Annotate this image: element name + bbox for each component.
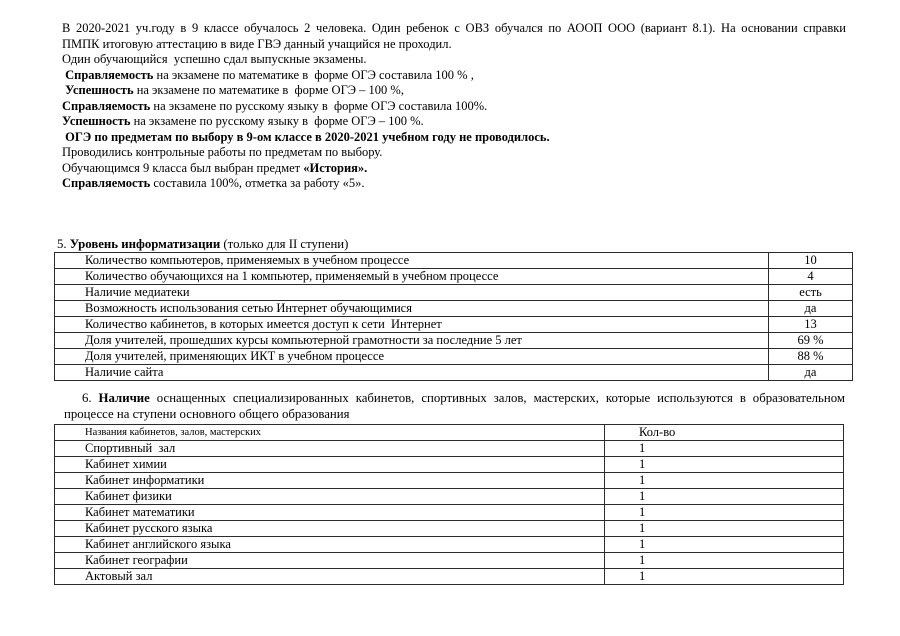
- metric-name: Успешность: [62, 114, 131, 128]
- table-row: [55, 505, 844, 521]
- intro-line-6: [62, 99, 846, 115]
- text-run: В 2020-2021 уч.году в 9 классе обучалось 2 человека. Один ребенок с ОВЗ обучался по АООП ООО (вариант 8.1). На основании справки: [62, 21, 846, 35]
- table-row: [55, 569, 844, 585]
- table-row: [55, 285, 853, 301]
- row-label-cell: Наличие сайта: [55, 365, 769, 381]
- table-row: [55, 537, 844, 553]
- metric-name: Справляемость: [62, 98, 151, 113]
- row-label-cell: Возможность использования сетью Интернет обучающимися: [55, 301, 769, 317]
- section-5-heading: [57, 236, 348, 252]
- section-6-line-1: [64, 390, 845, 406]
- row-value-cell: 88 %: [769, 349, 853, 365]
- text-run: на экзамене по русскому языку в форме ОГЭ составила 100%.: [150, 98, 488, 113]
- row-value-cell: 1: [605, 537, 844, 553]
- row-value-cell: да: [769, 301, 853, 317]
- table-row: [55, 473, 844, 489]
- metric-name: Успешность: [62, 83, 134, 97]
- intro-line-5: [62, 83, 846, 99]
- row-label-cell: Кабинет информатики: [55, 473, 605, 489]
- row-label-cell: Доля учителей, прошедших курсы компьютерной грамотности за последние 5 лет: [55, 333, 769, 349]
- table-row: [55, 489, 844, 505]
- column-header: Кол-во: [605, 425, 844, 441]
- text-run: процессе на ступени основного общего образования: [64, 407, 350, 421]
- table-row: [55, 553, 844, 569]
- text-run: на экзамене по русскому языку в форме ОГЭ – 100 %.: [130, 114, 424, 128]
- row-value-cell: да: [769, 365, 853, 381]
- row-value-cell: 1: [605, 521, 844, 537]
- section-title-suffix: (только для II ступени): [220, 237, 349, 251]
- row-value-cell: 1: [605, 553, 844, 569]
- text-run: Обучающимся 9 класса был выбран предмет: [62, 160, 304, 175]
- table-row: [55, 333, 853, 349]
- intro-line-10: [62, 161, 846, 177]
- row-label-cell: Кабинет географии: [55, 553, 605, 569]
- row-value-cell: есть: [769, 285, 853, 301]
- row-value-cell: 1: [605, 457, 844, 473]
- text-run: на экзамене по математике в форме ОГЭ – 100 %,: [133, 83, 404, 97]
- informatization-table: [54, 252, 853, 381]
- row-value-cell: 1: [605, 473, 844, 489]
- row-value-cell: 10: [769, 253, 853, 269]
- row-label-cell: Кабинет математики: [55, 505, 605, 521]
- row-value-cell: 4: [769, 269, 853, 285]
- row-label-cell: Количество обучающихся на 1 компьютер, применяемый в учебном процессе: [55, 269, 769, 285]
- row-value-cell: 1: [605, 505, 844, 521]
- intro-line-8: [62, 130, 846, 146]
- table-row: [55, 349, 853, 365]
- intro-line-7: [62, 114, 846, 130]
- row-value-cell: 1: [605, 441, 844, 457]
- row-label-cell: Спортивный зал: [55, 441, 605, 457]
- section-number: 6.: [82, 391, 99, 405]
- row-label-cell: Кабинет английского языка: [55, 537, 605, 553]
- table-row: [55, 521, 844, 537]
- intro-paragraph: [62, 21, 846, 192]
- intro-line-2: [62, 37, 846, 53]
- intro-line-3: [62, 52, 846, 68]
- column-header: Названия кабинетов, залов, мастерских: [55, 425, 605, 441]
- section-title: Уровень информатизации: [69, 237, 221, 251]
- table-row: [55, 365, 853, 381]
- table-row: [55, 457, 844, 473]
- intro-line-9: [62, 145, 846, 161]
- metric-name: Справляемость: [62, 67, 154, 82]
- row-label-cell: Количество компьютеров, применяемых в учебном процессе: [55, 253, 769, 269]
- text-run: оснащенных специализированных кабинетов, спортивных залов, мастерских, которые используются в образовательном: [149, 391, 845, 405]
- intro-line-4: [62, 68, 846, 84]
- row-label-cell: Кабинет химии: [55, 457, 605, 473]
- text-run: Проводились контрольные работы по предметам по выбору.: [62, 145, 383, 159]
- table-row: [55, 317, 853, 333]
- intro-line-11: [62, 176, 846, 192]
- text-run: ПМПК итоговую аттестацию в виде ГВЭ данный учащийся не проходил.: [62, 36, 452, 51]
- row-label-cell: Количество кабинетов, в которых имеется доступ к сети Интернет: [55, 317, 769, 333]
- intro-line-1: [62, 21, 846, 37]
- table-row: [55, 301, 853, 317]
- row-label-cell: Наличие медиатеки: [55, 285, 769, 301]
- row-label-cell: Доля учителей, применяющих ИКТ в учебном процессе: [55, 349, 769, 365]
- subject-name: «История».: [303, 160, 368, 175]
- section-6-heading: [64, 390, 845, 422]
- table-row: [55, 253, 853, 269]
- row-value-cell: 1: [605, 569, 844, 585]
- section-title: Наличие: [98, 391, 150, 405]
- row-value-cell: 13: [769, 317, 853, 333]
- text-run: Один обучающийся успешно сдал выпускные экзамены.: [62, 52, 367, 66]
- rooms-table: [54, 424, 844, 585]
- metric-name: Справляемость: [62, 176, 151, 190]
- row-value-cell: 69 %: [769, 333, 853, 349]
- table-header-row: [55, 425, 844, 441]
- section-6-line-2: [64, 406, 845, 422]
- row-value-cell: 1: [605, 489, 844, 505]
- text-run: составила 100%, отметка за работу «5».: [150, 176, 365, 190]
- table-row: [55, 441, 844, 457]
- section-number: 5.: [57, 237, 70, 251]
- row-label-cell: Кабинет русского языка: [55, 521, 605, 537]
- row-label-cell: Кабинет физики: [55, 489, 605, 505]
- row-label-cell: Актовый зал: [55, 569, 605, 585]
- text-run: ОГЭ по предметам по выбору в 9-ом классе в 2020-2021 учебном году не проводилось.: [62, 129, 550, 144]
- text-run: на экзамене по математике в форме ОГЭ составила 100 % ,: [153, 67, 474, 82]
- table-row: [55, 269, 853, 285]
